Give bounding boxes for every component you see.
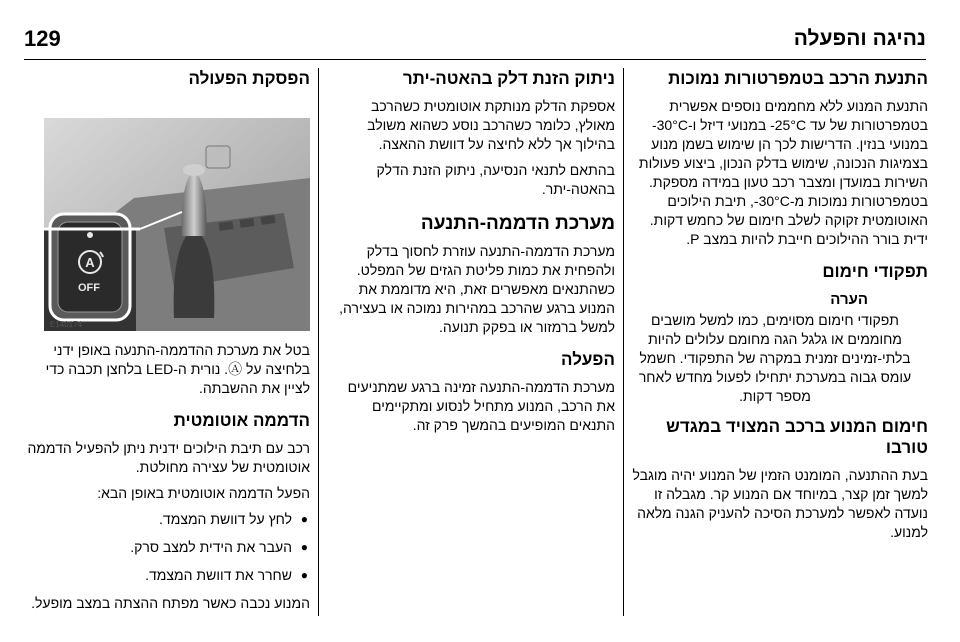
photo-button-label: OFF [78,282,100,294]
note-body: תפקודי חימום מסוימים, כמו למשל מושבים מחוממים או גלגל הגה מחומם עלולים להיות בלתי-זמינים זמנית במקרה של התפקודי. חשמל עומס גבוה במערכת יתחילו לפעול מחדש לאחר מספר דקות. [638,312,912,404]
paragraph-fuel-cutoff-1: אספקת הדלק מנותקת אוטומטית כשהרכב מאולץ, כלומר כשהרכב נוסע כשהוא משולב בהילוך אך ללא לחיצה על דוושת ההאצה. [367,98,615,152]
heading-auto-stop: הדממה אוטומטית [173,411,310,430]
note-title: הערה [830,291,868,308]
heading-stop-start-system: מערכת הדממה-התנעה [420,213,615,234]
list-item: ● לחץ על דוושת המצמד. [159,511,308,527]
heading-activation: הפעלה [561,350,615,369]
paragraph-stop-start-system: מערכת הדממה-התנעה עוזרת לחסוך בדלק ולהפחית את כמות פליטת הגזים של המפלט. כשהתנאים מאפשרים זאת, היא מדוממת את המנוע ברגע שהרכב במהירות נמוכה או בעצירה, למשל ברמזור או בפקק תנועה. [339,243,615,335]
bullet-icon: ● [300,512,308,526]
heading-deactivation: הפסקת הפעולה [188,69,310,88]
column-right [632,68,928,616]
console-illustration [44,118,310,331]
list-item: ● העבר את הידית למצב סרק. [130,539,308,555]
paragraph-low-temperature: התנעת המנוע ללא מחממים נוספים אפשרית בטמפרטורות של עד ‎-25°C במנועי דיזל ו-‎-30°C במנועי בנזין. הדרישות לכך הן שימוש בשמן מנוע בצמיגות הנכונה, שימוש בדלק הנכון, ביצוע פעולות השירות במועדן ומצבר רכב טעון במידה מספקת. בטמפרטורות נמוכות מ-‎-30°C, תיבת הילוכים האוטומטית זקוקה לשלב חימום של כחמש דקות. ידית בורר ההילוכים חייבת להיות במצב P. [638,98,928,247]
paragraph-auto-stop-intro: הפעל הדממה אוטומטית באופן הבא: [97,485,310,501]
svg-text:A: A [85,255,95,270]
heading-low-temperature-start: התנעת הרכב בטמפרטורות נמוכות [668,69,928,88]
column-left [24,68,310,616]
page-header [24,26,926,60]
paragraph-auto-stop: רכב עם תיבת הילוכים ידנית ניתן להפעיל הדממה אוטומטית של עצירה מחולטת. [27,440,310,475]
list-item: ● שחרר את דוושת המצמד. [145,567,308,583]
paragraph-activation: מערכת הדממה-התנעה זמינה ברגע שמתניעים את הרכב, המנוע מתחיל לנסוע ומתקיימים התנאים המופיעים בהמשך פרק זה. [347,379,615,433]
auto-stop-steps [24,510,310,585]
column-middle [327,68,615,616]
heading-heating-functions: תפקודי חימום [822,262,928,281]
heading-fuel-cutoff: ניתוק הזנת דלק בהאטה-יתר [402,69,615,88]
column-divider-left [318,68,319,616]
bullet-icon: ● [300,568,308,582]
column-divider-right [623,68,624,616]
paragraph-auto-stop-end: המנוע נכבה כאשר מפתח ההצתה במצב מופעל. [31,595,310,611]
paragraph-turbo-warmup: בעת ההתנעה, המומנט הזמין של המנוע יהיה מוגבל למשך זמן קצר, במיוחד אם המנוע קר. מגבלה זו נועדה לאפשר למערכת הסיכה להעניק הגנה מלאה למנוע. [632,467,928,540]
paragraph-fuel-cutoff-2: בהתאם לתנאי הנסיעה, ניתוק הזנת הדלק בהאטה-יתר. [376,162,615,197]
paragraph-deactivation: בטל את מערכת ההדממה-התנעה באופן ידני בלחיצה על Ⓐ. נורית ה-LED בלחצן תכבה כדי לציין את ההשבתה. [45,342,310,396]
stop-start-button-photo [44,118,310,331]
heading-turbo-warmup: חימום המנוע ברכב המצויד במגדש טורבו [666,417,928,457]
page-title: נהיגה והפעלה [793,27,926,50]
page-number: 129 [24,26,61,51]
photo-code: E140174 [50,320,83,329]
bullet-icon: ● [300,540,308,554]
